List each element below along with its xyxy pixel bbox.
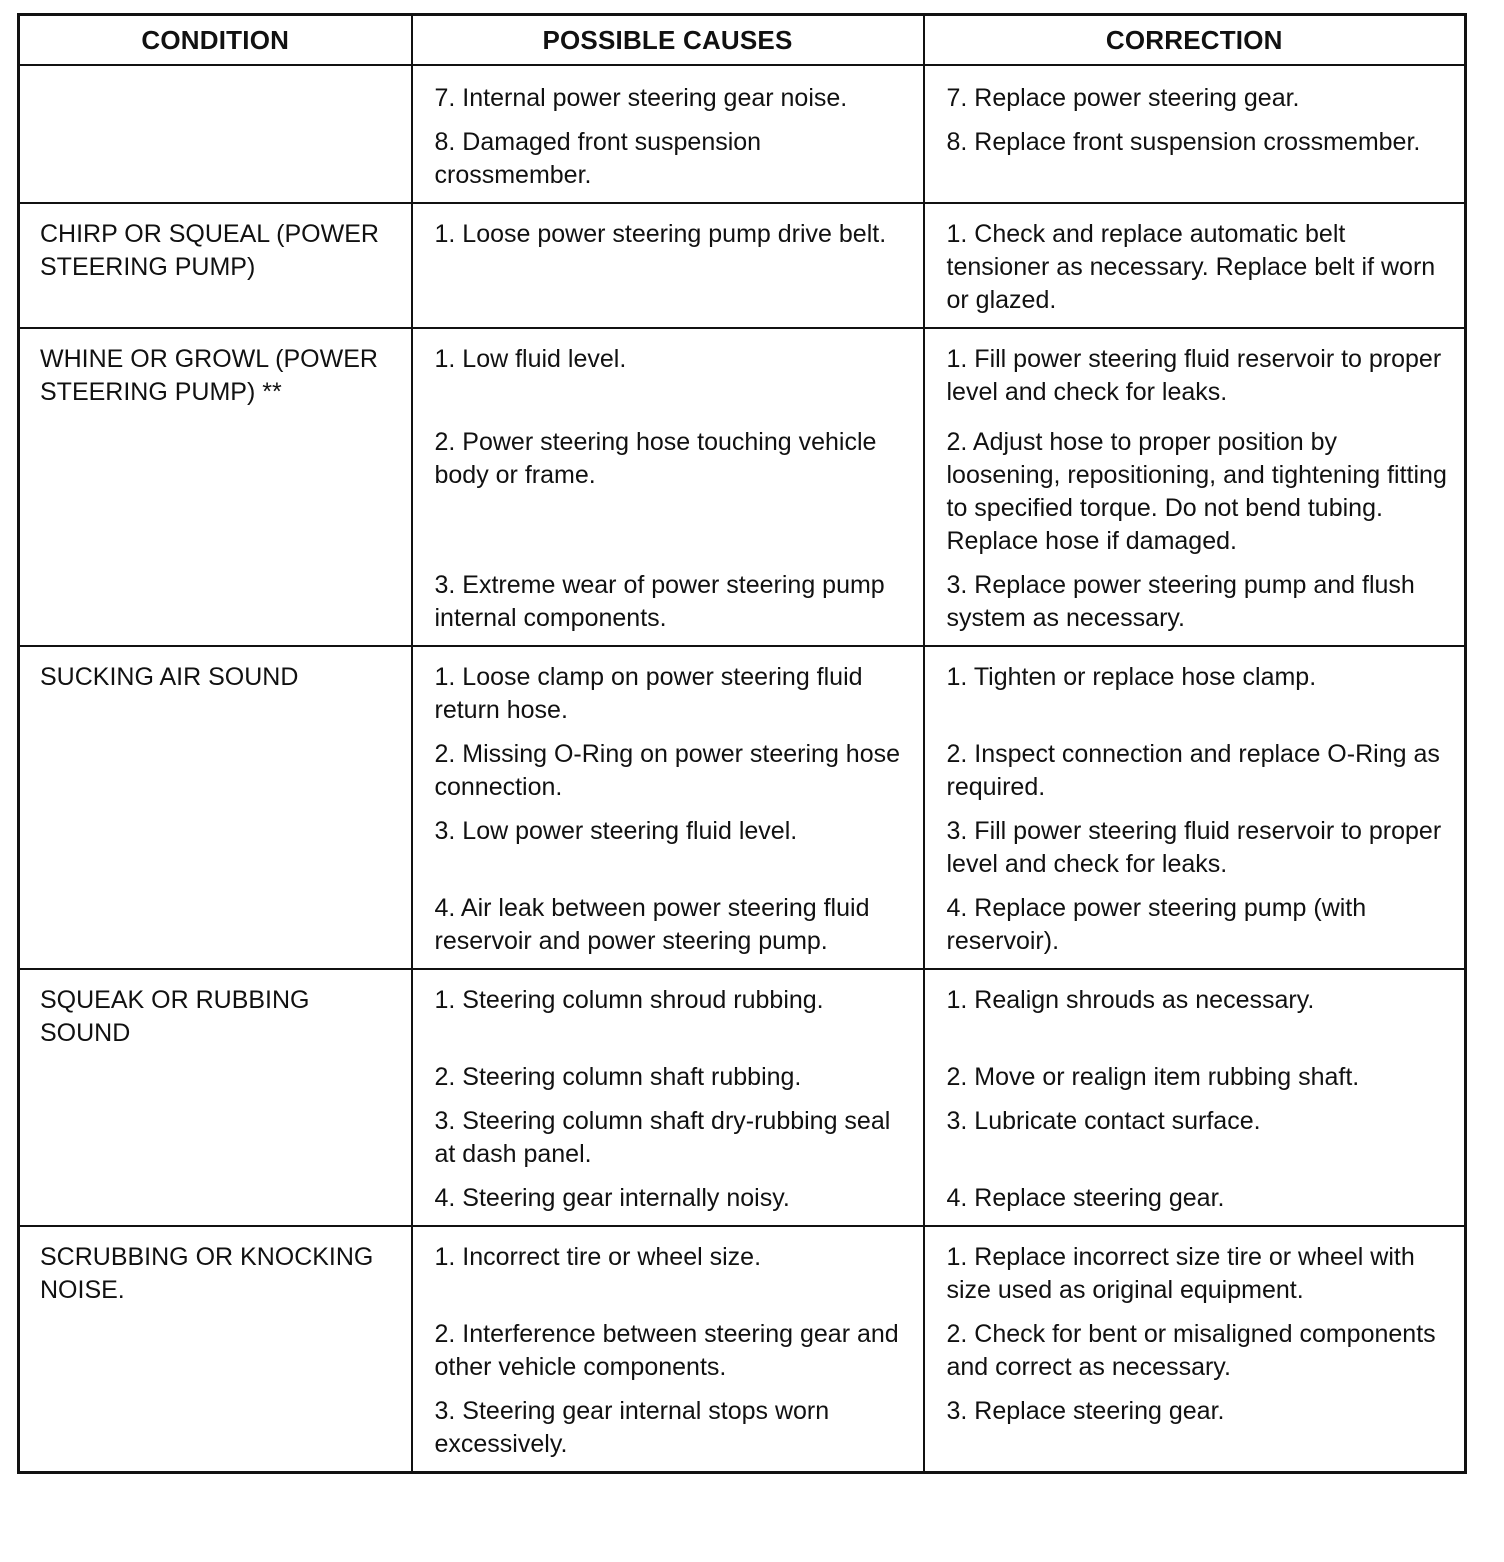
cause-text: 2. Steering column shaft rubbing. — [434, 1063, 802, 1091]
cause-cell — [412, 807, 924, 884]
correction-cell — [924, 1310, 1466, 1387]
correction-text: 1. Tighten or replace hose clamp. — [946, 663, 1317, 691]
cause-cell — [412, 118, 924, 203]
correction-cell — [924, 118, 1466, 203]
correction-cell — [924, 1097, 1466, 1174]
cause-text: 4. Air leak between power steering fluid reservoir and power steering pump. — [434, 894, 870, 955]
cause-cell — [412, 203, 924, 328]
correction-cell — [924, 884, 1466, 969]
table-row — [19, 328, 1466, 418]
header-correction: CORRECTION — [924, 15, 1466, 66]
correction-text: 3. Replace steering gear. — [946, 1397, 1225, 1425]
correction-cell — [924, 1174, 1466, 1226]
condition-text: SCRUBBING OR KNOCKING NOISE. — [40, 1243, 374, 1304]
condition-text: SUCKING AIR SOUND — [40, 663, 299, 691]
cause-cell — [412, 1097, 924, 1174]
cause-cell — [412, 1053, 924, 1097]
correction-cell — [924, 561, 1466, 646]
correction-text: 8. Replace front suspension crossmember. — [946, 128, 1421, 156]
cause-text: 1. Incorrect tire or wheel size. — [434, 1243, 762, 1271]
cause-text: 4. Steering gear internally noisy. — [434, 1184, 790, 1212]
cause-text: 3. Steering gear internal stops worn excessively. — [434, 1397, 830, 1458]
correction-text: 3. Fill power steering fluid reservoir to proper level and check for leaks. — [946, 817, 1442, 878]
table-body — [19, 65, 1466, 1473]
cause-text: 8. Damaged front suspension crossmember. — [434, 128, 762, 189]
condition-cell — [19, 969, 412, 1226]
table-row — [19, 969, 1466, 1053]
cause-text: 3. Low power steering fluid level. — [434, 817, 798, 845]
correction-cell — [924, 807, 1466, 884]
cause-cell — [412, 1174, 924, 1226]
cause-text: 1. Steering column shroud rubbing. — [434, 986, 824, 1014]
correction-text: 4. Replace power steering pump (with reservoir). — [946, 894, 1367, 955]
correction-cell — [924, 65, 1466, 118]
cause-text: 1. Loose clamp on power steering fluid return hose. — [434, 663, 863, 724]
correction-cell — [924, 203, 1466, 328]
condition-text: SQUEAK OR RUBBING SOUND — [40, 986, 310, 1047]
cause-cell — [412, 1387, 924, 1473]
header-row — [19, 15, 1466, 66]
condition-cell — [19, 203, 412, 328]
correction-cell — [924, 1387, 1466, 1473]
cause-cell — [412, 418, 924, 561]
table-row — [19, 65, 1466, 118]
cause-text: 1. Loose power steering pump drive belt. — [434, 220, 887, 248]
condition-cell — [19, 646, 412, 969]
cause-cell — [412, 561, 924, 646]
cause-text: 1. Low fluid level. — [434, 345, 627, 373]
correction-text: 1. Realign shrouds as necessary. — [946, 986, 1315, 1014]
condition-text: CHIRP OR SQUEAL (POWER STEERING PUMP) — [40, 220, 379, 281]
cause-text: 7. Internal power steering gear noise. — [434, 84, 848, 112]
cause-cell — [412, 65, 924, 118]
diagnosis-table — [17, 13, 1467, 1474]
correction-cell — [924, 1226, 1466, 1310]
correction-cell — [924, 646, 1466, 730]
correction-text: 1. Fill power steering fluid reservoir to proper level and check for leaks. — [946, 345, 1442, 406]
correction-cell — [924, 730, 1466, 807]
correction-text: 1. Replace incorrect size tire or wheel with size used as original equipment. — [946, 1243, 1415, 1304]
table-row — [19, 203, 1466, 328]
correction-text: 4. Replace steering gear. — [946, 1184, 1225, 1212]
cause-cell — [412, 1226, 924, 1310]
cause-text: 3. Extreme wear of power steering pump internal components. — [434, 571, 885, 632]
correction-text: 7. Replace power steering gear. — [946, 84, 1300, 112]
cause-cell — [412, 730, 924, 807]
correction-text: 2. Move or realign item rubbing shaft. — [946, 1063, 1360, 1091]
header-condition: CONDITION — [19, 15, 412, 66]
cause-cell — [412, 646, 924, 730]
condition-cell — [19, 65, 412, 203]
correction-text: 3. Lubricate contact surface. — [946, 1107, 1261, 1135]
correction-text: 2. Inspect connection and replace O-Ring as required. — [946, 740, 1440, 801]
cause-text: 2. Missing O-Ring on power steering hose connection. — [434, 740, 901, 801]
cause-cell — [412, 328, 924, 418]
correction-text: 3. Replace power steering pump and flush system as necessary. — [946, 571, 1415, 632]
condition-cell — [19, 1226, 412, 1473]
cause-cell — [412, 884, 924, 969]
cause-cell — [412, 969, 924, 1053]
cause-text: 2. Interference between steering gear and other vehicle components. — [434, 1320, 899, 1381]
correction-text: 2. Adjust hose to proper position by loosening, repositioning, and tightening fitting to specified torque. Do not bend tubing. Replace hose if damaged. — [946, 428, 1447, 555]
cause-text: 2. Power steering hose touching vehicle body or frame. — [434, 428, 877, 489]
cause-cell — [412, 1310, 924, 1387]
condition-cell — [19, 328, 412, 646]
correction-text: 1. Check and replace automatic belt tensioner as necessary. Replace belt if worn or glazed. — [946, 220, 1436, 314]
correction-cell — [924, 1053, 1466, 1097]
header-possible-causes: POSSIBLE CAUSES — [412, 15, 924, 66]
correction-text: 2. Check for bent or misaligned components and correct as necessary. — [946, 1320, 1436, 1381]
correction-cell — [924, 969, 1466, 1053]
correction-cell — [924, 418, 1466, 561]
table-row — [19, 1226, 1466, 1310]
cause-text: 3. Steering column shaft dry-rubbing seal at dash panel. — [434, 1107, 891, 1168]
table-row — [19, 646, 1466, 730]
correction-cell — [924, 328, 1466, 418]
condition-text: WHINE OR GROWL (POWER STEERING PUMP) ** — [40, 345, 378, 406]
